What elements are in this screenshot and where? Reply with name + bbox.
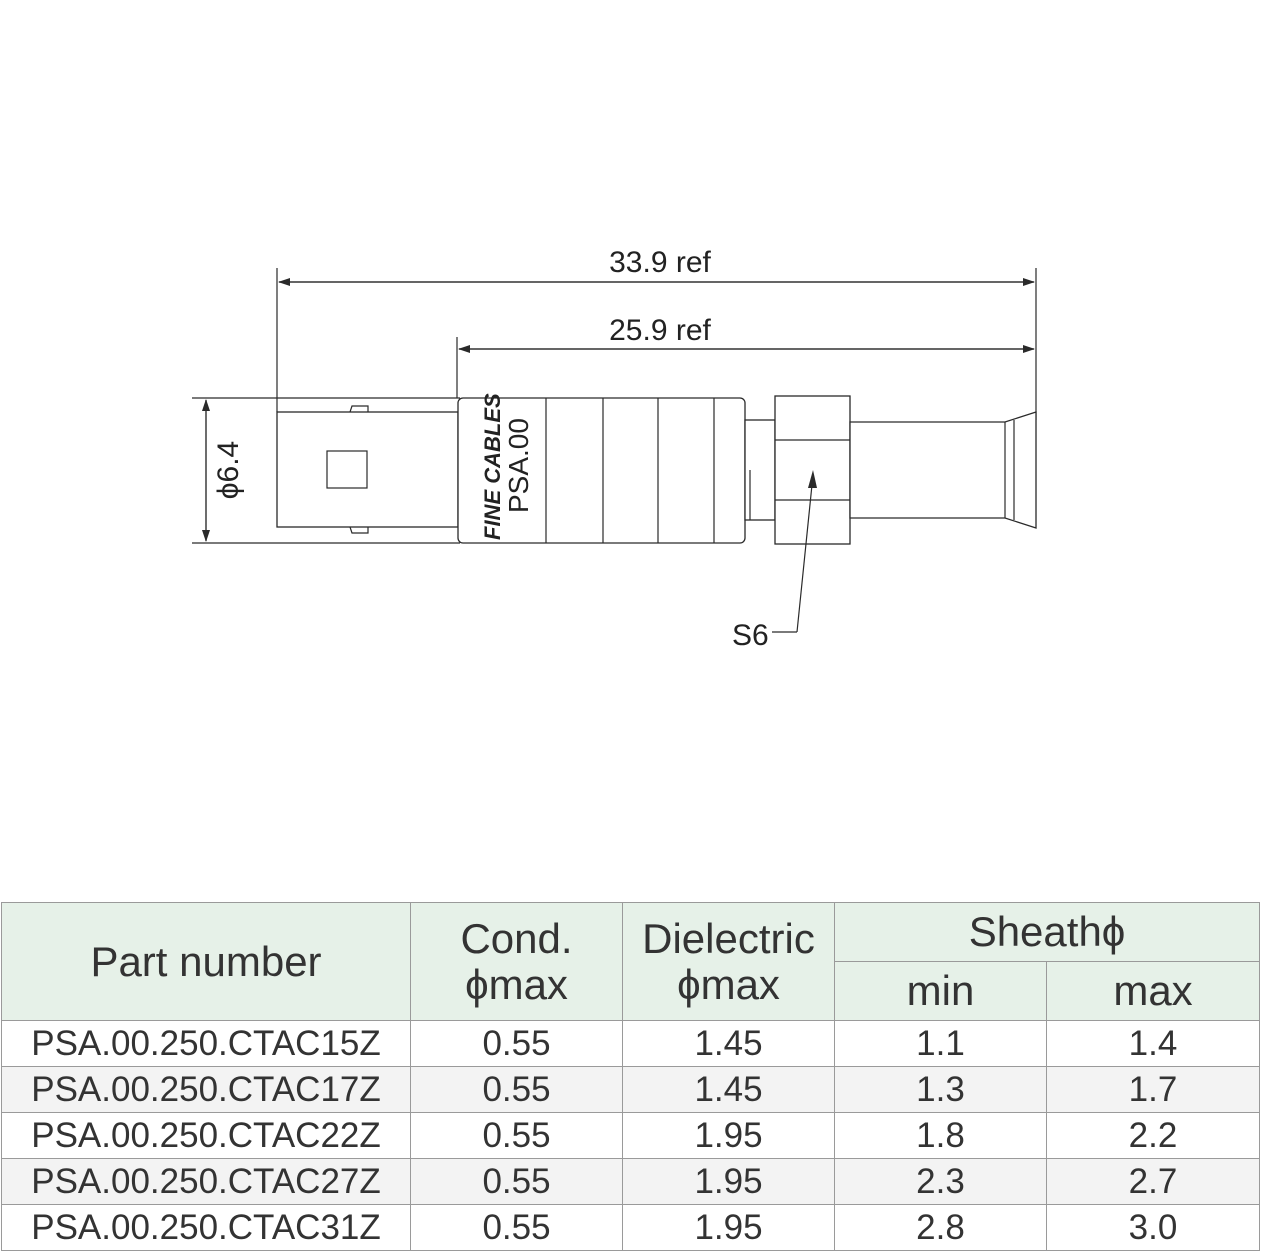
- dimension-body: [459, 314, 1034, 349]
- cell-sheath-min: 1.1: [835, 1021, 1047, 1067]
- hex-label: S6: [732, 619, 769, 652]
- header-conductor: [411, 903, 623, 1021]
- cell-dielectric: 1.45: [623, 1067, 835, 1113]
- grip-body: [458, 393, 745, 543]
- cell-sheath-max: 2.2: [1047, 1113, 1260, 1159]
- header-part-number: Part number: [2, 903, 411, 1021]
- header-sheath-min: min: [835, 962, 1047, 1021]
- hex-nut: [775, 396, 850, 544]
- dimension-body-label: 25.9 ref: [609, 314, 711, 347]
- dimension-overall: [279, 246, 1034, 282]
- neck: [745, 420, 775, 520]
- cell-part-number: PSA.00.250.CTAC31Z: [2, 1205, 411, 1251]
- table-row: [2, 1067, 1260, 1113]
- cell-conductor: 0.55: [411, 1021, 623, 1067]
- cell-sheath-min: 1.8: [835, 1113, 1047, 1159]
- header-dielectric-line1: Dielectric: [642, 914, 815, 962]
- cell-sheath-max: 2.7: [1047, 1159, 1260, 1205]
- table-row: [2, 1113, 1260, 1159]
- header-sheath-max: max: [1047, 962, 1260, 1021]
- brand-mark: FINE CABLES: [480, 393, 505, 540]
- cell-sheath-max: 1.7: [1047, 1067, 1260, 1113]
- cell-sheath-min: 1.3: [835, 1067, 1047, 1113]
- cell-part-number: PSA.00.250.CTAC17Z: [2, 1067, 411, 1113]
- model-mark: PSA.00: [503, 418, 534, 513]
- cell-conductor: 0.55: [411, 1159, 623, 1205]
- cell-dielectric: 1.95: [623, 1205, 835, 1251]
- cell-sheath-min: 2.3: [835, 1159, 1047, 1205]
- header-sheath: Sheathϕ: [835, 903, 1260, 962]
- cell-dielectric: 1.45: [623, 1021, 835, 1067]
- cell-conductor: 0.55: [411, 1205, 623, 1251]
- spec-table: [1, 902, 1260, 1251]
- table-row: [2, 1205, 1260, 1251]
- header-dielectric-line2: ϕmax: [677, 960, 780, 1008]
- cable-sleeve: [850, 412, 1036, 528]
- cell-dielectric: 1.95: [623, 1159, 835, 1205]
- cell-sheath-max: 3.0: [1047, 1205, 1260, 1251]
- cell-part-number: PSA.00.250.CTAC27Z: [2, 1159, 411, 1205]
- header-conductor-line2: ϕmax: [465, 960, 568, 1008]
- header-dielectric: [623, 903, 835, 1021]
- cell-part-number: PSA.00.250.CTAC22Z: [2, 1113, 411, 1159]
- dimension-diameter-label: ϕ6.4: [212, 440, 245, 500]
- cell-conductor: 0.55: [411, 1113, 623, 1159]
- dimension-overall-label: 33.9 ref: [609, 246, 711, 279]
- table-row: [2, 1021, 1260, 1067]
- cell-sheath-max: 1.4: [1047, 1021, 1260, 1067]
- cell-dielectric: 1.95: [623, 1113, 835, 1159]
- cell-conductor: 0.55: [411, 1067, 623, 1113]
- cell-sheath-min: 2.8: [835, 1205, 1047, 1251]
- header-conductor-line1: Cond.: [460, 914, 573, 962]
- table-row: [2, 1159, 1260, 1205]
- cell-part-number: PSA.00.250.CTAC15Z: [2, 1021, 411, 1067]
- front-insert: [277, 406, 458, 533]
